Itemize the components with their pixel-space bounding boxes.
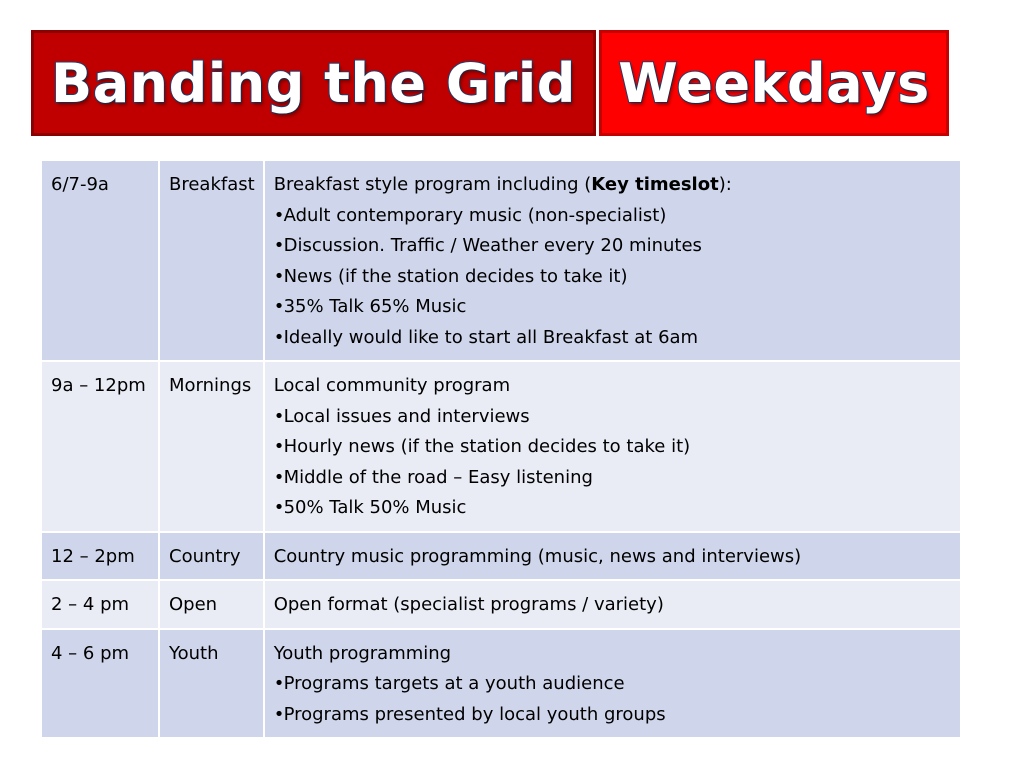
bullet-icon: •	[273, 497, 285, 518]
table-row	[41, 532, 961, 581]
bullet-text: Programs presented by local youth groups	[283, 703, 666, 725]
time-cell: 12 – 2pm	[41, 532, 159, 581]
description-intro: Youth programming	[273, 642, 452, 664]
time-cell: 9a – 12pm	[41, 361, 159, 532]
bullet-text: Ideally would like to start all Breakfast at 6am	[283, 326, 699, 348]
time-cell: 4 – 6 pm	[41, 629, 159, 739]
bullet-icon: •	[273, 204, 285, 226]
description-cell	[264, 361, 961, 532]
intro-end: ):	[718, 174, 732, 195]
bullet-text: 50% Talk 50% Music	[283, 497, 467, 518]
list-item	[274, 323, 952, 354]
bullet-icon: •	[273, 265, 285, 287]
key-timeslot-label: Key timeslot	[591, 174, 719, 195]
list-item	[274, 669, 952, 700]
bullet-icon: •	[273, 235, 285, 256]
bullet-text: Hourly news (if the station decides to take it)	[283, 436, 691, 457]
description-cell	[264, 532, 961, 581]
bullet-icon: •	[273, 326, 285, 348]
list-item	[274, 292, 952, 323]
slot-cell: Country	[159, 532, 264, 581]
time-cell: 6/7-9a	[41, 160, 159, 361]
title-main-box	[31, 30, 596, 136]
bullet-icon: •	[273, 466, 285, 488]
description-intro: Local community program	[273, 375, 511, 396]
slot-cell: Breakfast	[159, 160, 264, 361]
bullet-text: Programs targets at a youth audience	[283, 673, 625, 694]
table-row	[41, 361, 961, 532]
bullet-icon: •	[273, 296, 285, 317]
page-title: Banding the Grid	[51, 51, 576, 115]
bullet-text: Discussion. Traffic / Weather every 20 minutes	[283, 235, 702, 256]
time-cell: 2 – 4 pm	[41, 580, 159, 629]
schedule-grid	[40, 159, 962, 739]
description-cell	[264, 160, 961, 361]
bullet-text: Middle of the road – Easy listening	[283, 466, 593, 488]
description-cell	[264, 580, 961, 629]
bullet-icon: •	[273, 405, 285, 427]
list-item	[274, 493, 952, 524]
list-item	[274, 262, 952, 293]
description-cell	[264, 629, 961, 739]
table-row	[41, 580, 961, 629]
list-item	[274, 700, 952, 731]
description-intro: Country music programming (music, news and interviews)	[273, 545, 802, 567]
slot-cell: Open	[159, 580, 264, 629]
list-item	[274, 201, 952, 232]
list-item	[274, 432, 952, 463]
bullet-icon: •	[273, 703, 285, 725]
description-intro: Open format (specialist programs / variety)	[273, 594, 664, 615]
intro-text: Breakfast style program including (	[273, 174, 592, 195]
bullet-text: 35% Talk 65% Music	[283, 296, 467, 317]
bullet-text: Adult contemporary music (non-specialist)	[283, 204, 667, 226]
bullet-text: News (if the station decides to take it)	[283, 265, 628, 287]
list-item	[274, 402, 952, 433]
slot-cell: Mornings	[159, 361, 264, 532]
bullet-text: Local issues and interviews	[283, 405, 530, 427]
title-sub-box	[599, 30, 949, 136]
slot-cell: Youth	[159, 629, 264, 739]
table-row	[41, 629, 961, 739]
list-item	[274, 231, 952, 262]
table-row	[41, 160, 961, 361]
bullet-icon: •	[273, 436, 285, 457]
list-item	[274, 463, 952, 494]
page-subtitle: Weekdays	[618, 51, 930, 115]
description-intro	[274, 170, 952, 201]
bullet-icon: •	[273, 673, 285, 694]
